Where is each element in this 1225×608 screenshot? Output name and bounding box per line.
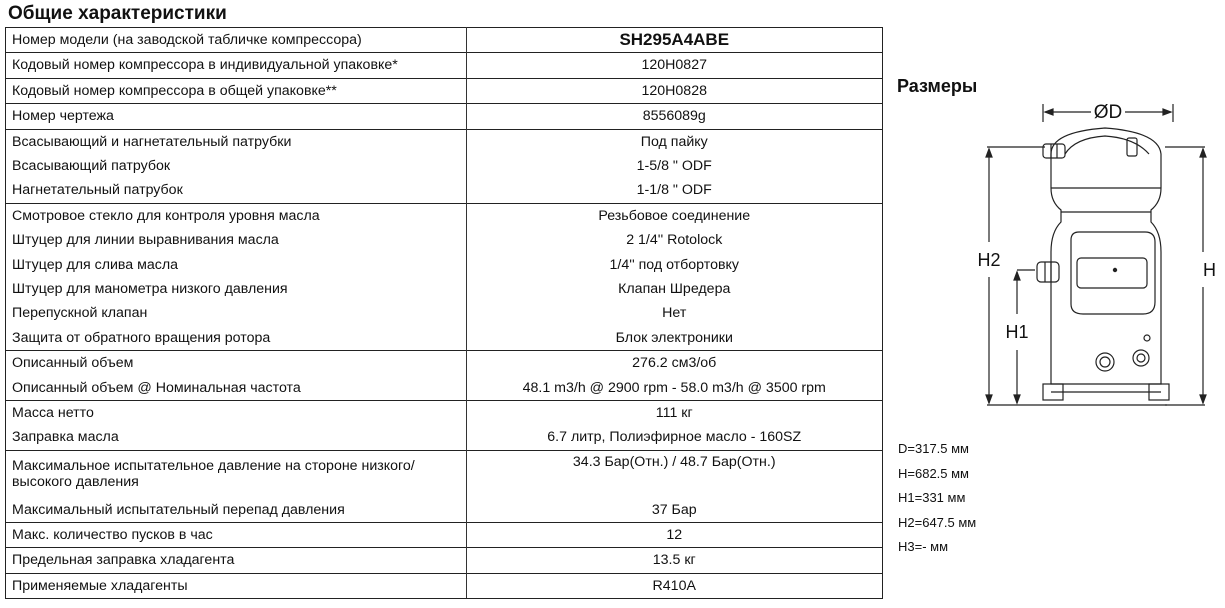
table-row [6, 375, 883, 400]
row-value: 276.2 см3/об [466, 351, 883, 376]
row-label: Штуцер для манометра низкого давления [6, 277, 467, 301]
table-row [6, 425, 883, 450]
table-row [6, 28, 883, 53]
model-number: SH295A4ABE [466, 28, 883, 53]
row-label: Номер чертежа [6, 104, 467, 129]
row-value: 1-1/8 " ODF [466, 178, 883, 203]
row-value: 13.5 кг [466, 548, 883, 573]
dim-h1-label: H1 [1005, 322, 1029, 342]
row-value: 6.7 литр, Полиэфирное масло - 160SZ [466, 425, 883, 450]
table-row [6, 154, 883, 178]
row-label: Предельная заправка хладагента [6, 548, 467, 573]
table-row [6, 178, 883, 203]
row-label: Номер модели (на заводской табличке компрессора) [6, 28, 467, 53]
row-label: Защита от обратного вращения ротора [6, 326, 467, 351]
dim-h-label: H [1203, 260, 1216, 280]
row-label: Перепускной клапан [6, 301, 467, 325]
table-row [6, 301, 883, 325]
table-row [6, 573, 883, 598]
row-label: Кодовый номер компрессора в общей упаковке** [6, 78, 467, 103]
row-value: 34.3 Бар(Отн.) / 48.7 Бар(Отн.) [466, 450, 883, 498]
row-value: 48.1 m3/h @ 2900 rpm - 58.0 m3/h @ 3500 rpm [466, 375, 883, 400]
row-value: 12 [466, 523, 883, 548]
dimension-h3: H3=- мм [898, 539, 949, 554]
row-label: Описанный объем @ Номинальная частота [6, 375, 467, 400]
row-value: Резьбовое соединение [466, 203, 883, 228]
dim-d-label: ØD [1093, 102, 1123, 123]
dim-h2-label: H2 [977, 250, 1001, 270]
row-value: Под пайку [466, 129, 883, 154]
dimension-h1: H1=331 мм [898, 490, 966, 505]
row-label: Макс. количество пусков в час [6, 523, 467, 548]
row-label: Кодовый номер компрессора в индивидуальной упаковке* [6, 53, 467, 78]
row-value: Блок электроники [466, 326, 883, 351]
row-value: 2 1/4'' Rotolock [466, 228, 883, 252]
table-row [6, 400, 883, 425]
row-label: Заправка масла [6, 425, 467, 450]
row-label: Всасывающий и нагнетательный патрубки [6, 129, 467, 154]
row-value: R410A [466, 573, 883, 598]
table-row [6, 104, 883, 129]
row-label: Масса нетто [6, 400, 467, 425]
row-label: Смотровое стекло для контроля уровня масла [6, 203, 467, 228]
table-row [6, 351, 883, 376]
row-label: Максимальный испытательный перепад давления [6, 498, 467, 523]
row-label: Применяемые хладагенты [6, 573, 467, 598]
row-value: 111 кг [466, 400, 883, 425]
dimension-h2: H2=647.5 мм [898, 515, 977, 530]
table-row [6, 548, 883, 573]
table-row [6, 450, 883, 498]
row-value: 1/4'' под отбортовку [466, 253, 883, 277]
row-value: 37 Бар [466, 498, 883, 523]
row-label: Нагнетательный патрубок [6, 178, 467, 203]
row-label: Всасывающий патрубок [6, 154, 467, 178]
row-value: 120H0828 [466, 78, 883, 103]
row-label: Штуцер для линии выравнивания масла [6, 228, 467, 252]
table-row [6, 253, 883, 277]
row-value: 1-5/8 " ODF [466, 154, 883, 178]
row-value: 120H0827 [466, 53, 883, 78]
row-label: Штуцер для слива масла [6, 253, 467, 277]
row-value: Нет [466, 301, 883, 325]
table-row [6, 53, 883, 78]
table-row [6, 228, 883, 252]
row-label: Максимальное испытательное давление на стороне низкого/высокого давления [6, 450, 467, 498]
table-row [6, 78, 883, 103]
dimension-h: H=682.5 мм [898, 466, 969, 481]
spec-table [5, 27, 883, 599]
dimension-d: D=317.5 мм [898, 441, 969, 456]
table-row [6, 498, 883, 523]
table-row [6, 523, 883, 548]
table-row [6, 277, 883, 301]
row-value: 8556089g [466, 104, 883, 129]
row-value: Клапан Шредера [466, 277, 883, 301]
row-label: Описанный объем [6, 351, 467, 376]
table-row [6, 326, 883, 351]
dimensions-title: Размеры [897, 76, 978, 96]
section-title: Общие характеристики [8, 3, 227, 24]
table-row [6, 129, 883, 154]
compressor-drawing [965, 92, 1225, 412]
table-row [6, 203, 883, 228]
